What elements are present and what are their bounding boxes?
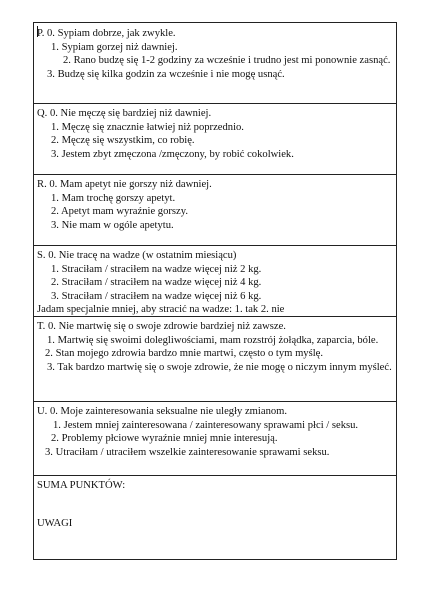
- section-r-head: R. 0. Mam apetyt nie gorszy niż dawniej.: [37, 179, 212, 190]
- section-s-item-2: 2. Straciłam / straciłem na wadze więcej niż 4 kg.: [51, 277, 262, 289]
- questionnaire-table: [33, 22, 397, 560]
- section-p-item-2: 2. Rano budzę się 1-2 godziny za wcześnie i trudno jest mi ponownie zasnąć.: [63, 55, 391, 67]
- points-label: SUMA PUNKTÓW:: [37, 480, 126, 491]
- section-p-head: P. 0. Sypiam dobrze, jak zwykle.: [37, 28, 176, 39]
- section-u-item-2: 2. Problemy płciowe wyraźnie mniej mnie interesują.: [51, 433, 278, 445]
- section-q-item-1: 1. Męczę się znacznie łatwiej niż poprzednio.: [51, 121, 244, 133]
- section-q-item-3: 3. Jestem zbyt zmęczona /zmęczony, by robić cokolwiek.: [51, 148, 294, 160]
- section-t-item-3: 3. Tak bardzo martwię się o swoje zdrowie, że nie mogę o niczym innym myśleć.: [47, 361, 392, 373]
- section-t-head: T. 0. Nie martwię się o swoje zdrowie bardziej niż zawsze.: [37, 321, 286, 332]
- section-r-item-2: 2. Apetyt mam wyraźnie gorszy.: [51, 206, 188, 218]
- points-blank: [37, 493, 392, 517]
- section-s-note: Jadam specjalnie mniej, aby stracić na wadze: 1. tak 2. nie: [37, 304, 285, 316]
- section-q-head: Q. 0. Nie męczę się bardziej niż dawniej.: [37, 108, 212, 119]
- section-q-item-2: 2. Męczę się wszystkim, co robię.: [51, 135, 195, 147]
- section-u: [34, 402, 396, 476]
- section-s-head: S. 0. Nie tracę na wadze (w ostatnim miesiącu): [37, 250, 237, 261]
- section-s-item-3: 3. Straciłam / straciłem na wadze więcej niż 6 kg.: [51, 290, 262, 302]
- summary-section: [34, 476, 396, 560]
- section-r-item-3: 3. Nie mam w ogóle apetytu.: [51, 219, 174, 231]
- section-q: [34, 104, 396, 175]
- section-t-item-1: 1. Martwię się swoimi dolegliwościami, mam rozstrój żołądka, zaparcia, bóle.: [47, 334, 379, 346]
- section-s-item-1: 1. Straciłam / straciłem na wadze więcej niż 2 kg.: [51, 263, 262, 275]
- section-r-item-1: 1. Mam trochę gorszy apetyt.: [51, 192, 176, 204]
- section-u-head: U. 0. Moje zainteresowania seksualne nie uległy zmianom.: [37, 406, 288, 417]
- section-t: [34, 317, 396, 402]
- section-p-item-3: 3. Budzę się kilka godzin za wcześnie i nie mogę usnąć.: [47, 68, 285, 80]
- section-t-item-2: 2. Stan mojego zdrowia bardzo mnie martwi, często o tym myślę.: [45, 348, 324, 360]
- section-r: [34, 175, 396, 246]
- section-p: [34, 23, 396, 104]
- notes-label: UWAGI: [37, 517, 73, 529]
- section-u-item-3: 3. Utraciłam / utraciłem wszelkie zainteresowanie sprawami seksu.: [45, 446, 330, 458]
- section-u-item-1: 1. Jestem mniej zainteresowana / zainteresowany sprawami płci / seksu.: [53, 419, 359, 431]
- section-s: [34, 246, 396, 317]
- section-p-item-1: 1. Sypiam gorzej niż dawniej.: [51, 41, 178, 53]
